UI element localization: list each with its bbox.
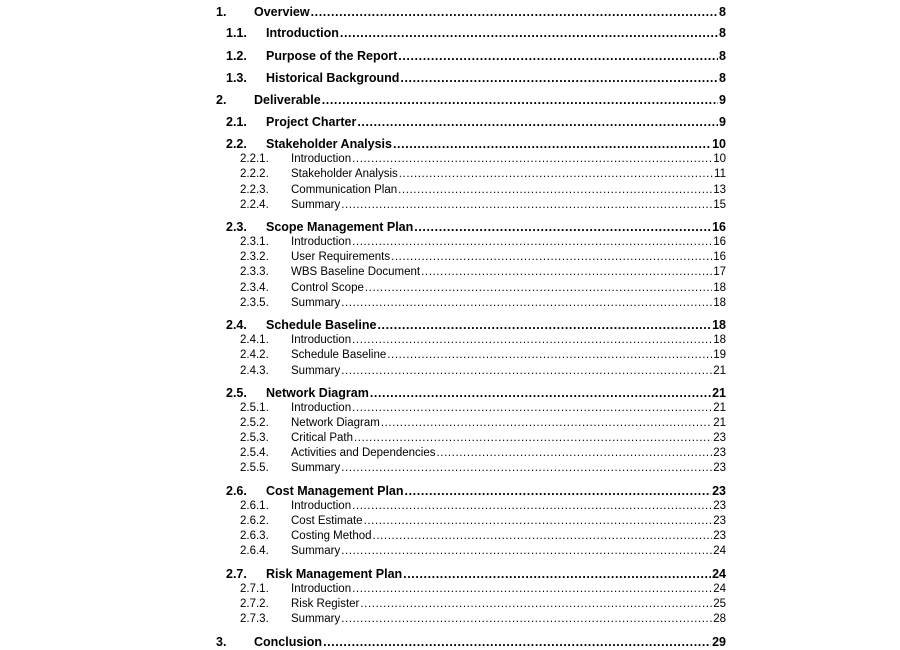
toc-page: 24 xyxy=(712,567,726,581)
toc-number: 2.3.2. xyxy=(240,251,269,263)
toc-entry[interactable] xyxy=(240,154,726,166)
toc-title: WBS Baseline Document xyxy=(291,266,421,278)
toc-leader-dots xyxy=(400,72,718,85)
toc-page: 21 xyxy=(712,386,726,400)
toc-title: Historical Background xyxy=(266,71,400,85)
toc-leader-dots xyxy=(421,267,712,279)
toc-number: 2.3.4. xyxy=(240,282,269,294)
toc-number: 2.5. xyxy=(226,386,247,400)
toc-number: 2.5.1. xyxy=(240,402,269,414)
toc-number: 2.3.5. xyxy=(240,297,269,309)
toc-number: 2.2.1. xyxy=(240,153,269,165)
toc-title: Network Diagram xyxy=(291,417,380,429)
toc-leader-dots xyxy=(352,584,712,596)
toc-title: Stakeholder Analysis xyxy=(266,137,392,151)
toc-leader-dots xyxy=(393,138,711,151)
toc-title: Project Charter xyxy=(266,115,357,129)
toc-number: 2.4.2. xyxy=(240,349,269,361)
toc-leader-dots xyxy=(387,350,712,362)
toc-title: Deliverable xyxy=(254,93,321,107)
toc-title: Risk Register xyxy=(291,598,360,610)
toc-title: Introduction xyxy=(291,153,352,165)
toc-page: 23 xyxy=(712,484,726,498)
toc-title: Summary xyxy=(291,199,341,211)
toc-page: 13 xyxy=(713,184,726,196)
toc-number: 2.6.1. xyxy=(240,500,269,512)
toc-entry[interactable] xyxy=(240,350,726,362)
toc-leader-dots xyxy=(354,433,712,445)
toc-page: 10 xyxy=(713,153,726,165)
toc-entry[interactable] xyxy=(240,335,726,347)
toc-number: 2.2.2. xyxy=(240,168,269,180)
toc-page: 21 xyxy=(713,365,726,377)
toc-page: 24 xyxy=(713,583,726,595)
toc-entry[interactable] xyxy=(240,267,726,279)
toc-title: Overview xyxy=(254,5,310,19)
toc-number: 1.2. xyxy=(226,49,247,63)
toc-title: Introduction xyxy=(266,26,339,40)
toc-leader-dots xyxy=(352,501,712,513)
toc-title: Cost Estimate xyxy=(291,515,363,527)
toc-number: 2.4. xyxy=(226,318,247,332)
toc-title: Summary xyxy=(291,545,341,557)
toc-title: Control Scope xyxy=(291,282,364,294)
toc-page: 11 xyxy=(714,168,726,180)
toc-leader-dots xyxy=(341,614,712,626)
toc-leader-dots xyxy=(399,169,713,181)
toc-entry[interactable] xyxy=(226,387,726,400)
toc-entry[interactable] xyxy=(240,252,726,264)
toc-leader-dots xyxy=(360,599,712,611)
toc-leader-dots xyxy=(405,485,712,498)
toc-title: Introduction xyxy=(291,500,352,512)
toc-leader-dots xyxy=(365,283,712,295)
toc-entry[interactable] xyxy=(240,546,726,558)
toc-number: 2.5.2. xyxy=(240,417,269,429)
toc-number: 2.5.3. xyxy=(240,432,269,444)
toc-number: 2.6. xyxy=(226,484,247,498)
toc-number: 2.3.1. xyxy=(240,236,269,248)
toc-entry[interactable] xyxy=(226,485,726,498)
toc-leader-dots xyxy=(398,185,712,197)
toc-number: 2.6.3. xyxy=(240,530,269,542)
toc-title: Costing Method xyxy=(291,530,372,542)
toc-number: 2.5.4. xyxy=(240,447,269,459)
toc-page: 18 xyxy=(713,334,726,346)
toc-page: 8 xyxy=(719,71,726,85)
toc-entry[interactable] xyxy=(226,50,726,63)
toc-number: 2.4.1. xyxy=(240,334,269,346)
toc-leader-dots xyxy=(341,366,712,378)
toc-page: 23 xyxy=(713,530,726,542)
toc-page: 10 xyxy=(712,137,726,151)
toc-leader-dots xyxy=(341,463,712,475)
toc-leader-dots xyxy=(357,116,718,129)
toc-page: 17 xyxy=(713,266,726,278)
toc-entry[interactable] xyxy=(240,366,726,378)
toc-entry[interactable] xyxy=(240,200,726,212)
toc-page: 18 xyxy=(713,297,726,309)
toc-page: 16 xyxy=(713,236,726,248)
toc-number: 2.3. xyxy=(226,220,247,234)
toc-page: 21 xyxy=(713,417,726,429)
toc-number: 2. xyxy=(216,93,227,107)
toc-title: Summary xyxy=(291,365,341,377)
toc-number: 1. xyxy=(216,5,227,19)
toc-number: 2.7.3. xyxy=(240,613,269,625)
toc-leader-dots xyxy=(352,154,712,166)
toc-entry[interactable] xyxy=(240,516,726,528)
toc-title: User Requirements xyxy=(291,251,391,263)
toc-leader-dots xyxy=(398,50,718,63)
toc-leader-dots xyxy=(323,636,711,649)
toc-number: 2.6.4. xyxy=(240,545,269,557)
toc-entry[interactable] xyxy=(216,6,726,19)
toc-number: 2.2.3. xyxy=(240,184,269,196)
toc-number: 2.6.2. xyxy=(240,515,269,527)
toc-leader-dots xyxy=(322,94,718,107)
toc-entry[interactable] xyxy=(240,283,726,295)
toc-title: Schedule Baseline xyxy=(266,318,377,332)
toc-entry[interactable] xyxy=(240,463,726,475)
toc-leader-dots xyxy=(436,448,712,460)
toc-title: Risk Management Plan xyxy=(266,567,403,581)
toc-number: 2.7.1. xyxy=(240,583,269,595)
toc-page: 23 xyxy=(713,515,726,527)
toc-entry[interactable] xyxy=(240,298,726,310)
toc-leader-dots xyxy=(414,221,711,234)
toc-entry[interactable] xyxy=(226,319,726,332)
toc-title: Summary xyxy=(291,462,341,474)
toc-page: 19 xyxy=(713,349,726,361)
toc-title: Activities and Dependencies xyxy=(291,447,436,459)
toc-page: 16 xyxy=(713,251,726,263)
toc-title: Introduction xyxy=(291,334,352,346)
toc-number: 1.3. xyxy=(226,71,247,85)
toc-page: 18 xyxy=(712,318,726,332)
toc-page: 23 xyxy=(713,447,726,459)
toc-page: 8 xyxy=(719,5,726,19)
toc-page: 9 xyxy=(719,93,726,107)
toc-title: Introduction xyxy=(291,236,352,248)
toc-entry[interactable] xyxy=(240,403,726,415)
toc-page: 18 xyxy=(713,282,726,294)
toc-entry[interactable] xyxy=(240,599,726,611)
toc-page: 23 xyxy=(713,500,726,512)
toc-leader-dots xyxy=(341,546,712,558)
toc-entry[interactable] xyxy=(240,448,726,460)
toc-entry[interactable] xyxy=(240,169,726,181)
toc-leader-dots xyxy=(391,252,712,264)
toc-number: 3. xyxy=(216,635,227,649)
toc-page: 23 xyxy=(713,432,726,444)
toc-title: Communication Plan xyxy=(291,184,398,196)
toc-entry[interactable] xyxy=(226,116,726,129)
toc-page: 24 xyxy=(713,545,726,557)
toc-title: Conclusion xyxy=(254,635,323,649)
toc-leader-dots xyxy=(370,387,711,400)
toc-page: 28 xyxy=(713,613,726,625)
toc-leader-dots xyxy=(311,6,718,19)
toc-entry[interactable] xyxy=(240,185,726,197)
toc-page: 16 xyxy=(712,220,726,234)
toc-leader-dots xyxy=(373,531,713,543)
toc-title: Introduction xyxy=(291,402,352,414)
toc-leader-dots xyxy=(340,27,718,40)
toc-number: 2.1. xyxy=(226,115,247,129)
toc-entry[interactable] xyxy=(240,237,726,249)
toc-leader-dots xyxy=(352,237,712,249)
toc-leader-dots xyxy=(352,403,712,415)
toc-title: Summary xyxy=(291,297,341,309)
toc-number: 2.7. xyxy=(226,567,247,581)
toc-title: Critical Path xyxy=(291,432,353,444)
toc-entry[interactable] xyxy=(240,501,726,513)
toc-entry[interactable] xyxy=(240,584,726,596)
toc-leader-dots xyxy=(403,568,711,581)
toc-number: 2.3.3. xyxy=(240,266,269,278)
toc-entry[interactable] xyxy=(216,94,726,107)
toc-entry[interactable] xyxy=(240,418,726,430)
toc-leader-dots xyxy=(381,418,712,430)
toc-title: Purpose of the Report xyxy=(266,49,398,63)
toc-leader-dots xyxy=(341,200,712,212)
toc-leader-dots xyxy=(364,516,713,528)
toc-page: 9 xyxy=(719,115,726,129)
toc-leader-dots xyxy=(341,298,712,310)
toc-page: 29 xyxy=(712,635,726,649)
toc-number: 1.1. xyxy=(226,26,247,40)
toc-title: Summary xyxy=(291,613,341,625)
toc-entry[interactable] xyxy=(216,636,726,649)
toc-number: 2.4.3. xyxy=(240,365,269,377)
toc-number: 2.2.4. xyxy=(240,199,269,211)
toc-page: 21 xyxy=(713,402,726,414)
toc-entry[interactable] xyxy=(226,138,726,151)
toc-entry[interactable] xyxy=(226,72,726,85)
toc-page: 8 xyxy=(719,49,726,63)
toc-title: Network Diagram xyxy=(266,386,369,400)
toc-page: 25 xyxy=(713,598,726,610)
toc-title: Schedule Baseline xyxy=(291,349,387,361)
toc-leader-dots xyxy=(352,335,712,347)
toc-entry[interactable] xyxy=(240,433,726,445)
toc-title: Scope Management Plan xyxy=(266,220,414,234)
toc-leader-dots xyxy=(377,319,711,332)
toc-title: Introduction xyxy=(291,583,352,595)
toc-title: Stakeholder Analysis xyxy=(291,168,398,180)
toc-page: 15 xyxy=(713,199,726,211)
toc-page: 23 xyxy=(713,462,726,474)
toc-entry[interactable] xyxy=(240,531,726,543)
toc-number: 2.7.2. xyxy=(240,598,269,610)
toc-entry[interactable] xyxy=(226,568,726,581)
toc-title: Cost Management Plan xyxy=(266,484,404,498)
toc-number: 2.5.5. xyxy=(240,462,269,474)
toc-entry[interactable] xyxy=(226,27,726,40)
toc-page: 8 xyxy=(719,26,726,40)
toc-entry[interactable] xyxy=(240,614,726,626)
toc-entry[interactable] xyxy=(226,221,726,234)
toc-number: 2.2. xyxy=(226,137,247,151)
